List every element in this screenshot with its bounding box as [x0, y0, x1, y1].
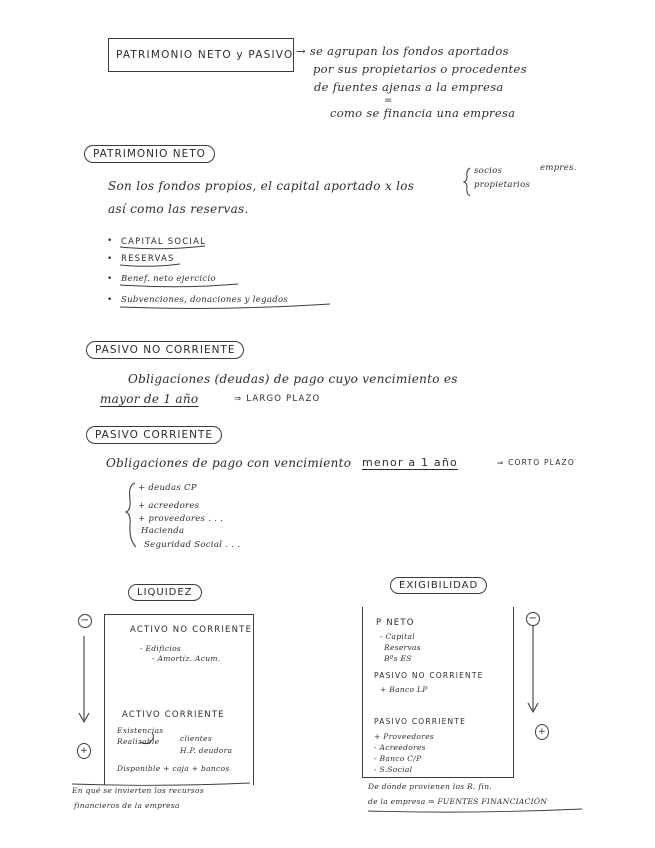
pn-brace-socios: socios	[474, 166, 503, 176]
exigibilidad-heading: EXIGIBILIDAD	[390, 577, 487, 594]
pn-reservas: Reservas	[384, 643, 421, 652]
pc-item-deudas: + deudas CP	[138, 483, 197, 493]
bullet: •	[107, 236, 113, 246]
minus-circle-left: −	[78, 614, 92, 628]
bullet: •	[107, 295, 113, 305]
pc-banco-cp: - Banco C/P	[374, 754, 422, 763]
section-heading-pasivo-no-corriente: PASIVO NO CORRIENTE	[86, 341, 244, 359]
pn-item-capital-social: CAPITAL SOCIAL	[121, 237, 207, 247]
left-footer-line-2: financieros de la empresa	[74, 801, 180, 810]
pc-item-acreedores: + acreedores	[138, 501, 200, 511]
pc-proveedores: + Proveedores	[374, 732, 435, 741]
pn-item-beneficio: Benef. neto ejercicio	[121, 274, 216, 284]
pc-seguridad-social: - S.Social	[374, 765, 413, 774]
liquidez-box	[104, 614, 254, 785]
right-footer-line-2: de la empresa ⇒ FUENTES FINANCIACIÓN	[368, 797, 548, 806]
anc-sub-1: - Edificios	[140, 644, 182, 653]
pasivo-corriente-label: PASIVO CORRIENTE	[374, 717, 467, 726]
section-heading-pasivo-corriente: PASIVO CORRIENTE	[86, 426, 222, 444]
pn-capital: - Capital	[380, 632, 415, 641]
pnc-mayor-un-ano: mayor de 1 año	[100, 392, 199, 406]
pc-item-seguridad-social: Seguridad Social . . .	[144, 540, 241, 550]
plus-circle-right: +	[535, 724, 549, 740]
header-note-line-3: de fuentes ajenas a la empresa	[314, 80, 504, 94]
pc-item-hacienda: Hacienda	[141, 526, 185, 536]
activo-no-corriente-label: ACTIVO NO CORRIENTE	[130, 625, 253, 635]
pn-brace-propietarios: propietarios	[474, 180, 531, 190]
pn-definition-line-1: Son los fondos propios, el capital aportado x los	[108, 179, 415, 193]
bullet: •	[107, 274, 113, 284]
right-footer-line-1: De dónde provienen los R. fin.	[368, 782, 493, 791]
ac-clientes: clientes	[180, 734, 212, 743]
pc-corto-plazo: ⇒ CORTO PLAZO	[497, 458, 575, 467]
pc-item-proveedores: + proveedores . . .	[138, 514, 224, 524]
pc-menor-un-ano: menor a 1 año	[362, 456, 458, 469]
pc-acreedores: - Acreedores	[374, 743, 426, 752]
minus-circle-right: −	[526, 612, 540, 626]
liquidez-heading: LIQUIDEZ	[128, 584, 202, 601]
pnc-banco-lp: + Banco LP	[380, 685, 428, 694]
header-note-line-2: por sus propietarios o procedentes	[313, 62, 527, 76]
anc-sub-2: - Amortiz. Acum.	[152, 654, 221, 663]
page-title: PATRIMONIO NETO y PASIVO	[116, 49, 294, 61]
plus-circle-left: +	[77, 743, 91, 759]
pnc-largo-plazo: ⇒ LARGO PLAZO	[234, 394, 321, 404]
ac-existencias: Existencias	[117, 726, 164, 735]
header-note-line-1: → se agrupan los fondos aportados	[296, 44, 509, 58]
section-heading-patrimonio-neto: PATRIMONIO NETO	[84, 145, 215, 163]
pnc-line-1: Obligaciones (deudas) de pago cuyo vencimiento es	[128, 372, 458, 386]
ac-hp-deudora: H.P. deudora	[180, 746, 233, 755]
pn-item-subvenciones: Subvenciones, donaciones y legados	[121, 295, 289, 305]
header-note-line-4: como se financia una empresa	[330, 106, 516, 120]
left-footer-line-1: En qué se invierten los recursos	[72, 786, 204, 795]
bullet: •	[107, 254, 113, 264]
pn-definition-line-2: así como las reservas.	[108, 202, 249, 216]
pc-line-1: Obligaciones de pago con vencimiento	[106, 456, 352, 470]
pn-brace-empresa: empres.	[540, 163, 577, 173]
pn-item-reservas: RESERVAS	[121, 254, 175, 264]
equals-sign: =	[384, 95, 393, 106]
pasivo-no-corriente-label: PASIVO NO CORRIENTE	[374, 671, 484, 680]
ac-disponible: Disponible + caja + bancos	[117, 764, 230, 773]
activo-corriente-label: ACTIVO CORRIENTE	[122, 710, 225, 720]
ac-realizable: Realizable	[117, 737, 160, 746]
pn-beneficios: Bºs ES	[384, 654, 412, 663]
p-neto-label: P NETO	[376, 618, 415, 628]
